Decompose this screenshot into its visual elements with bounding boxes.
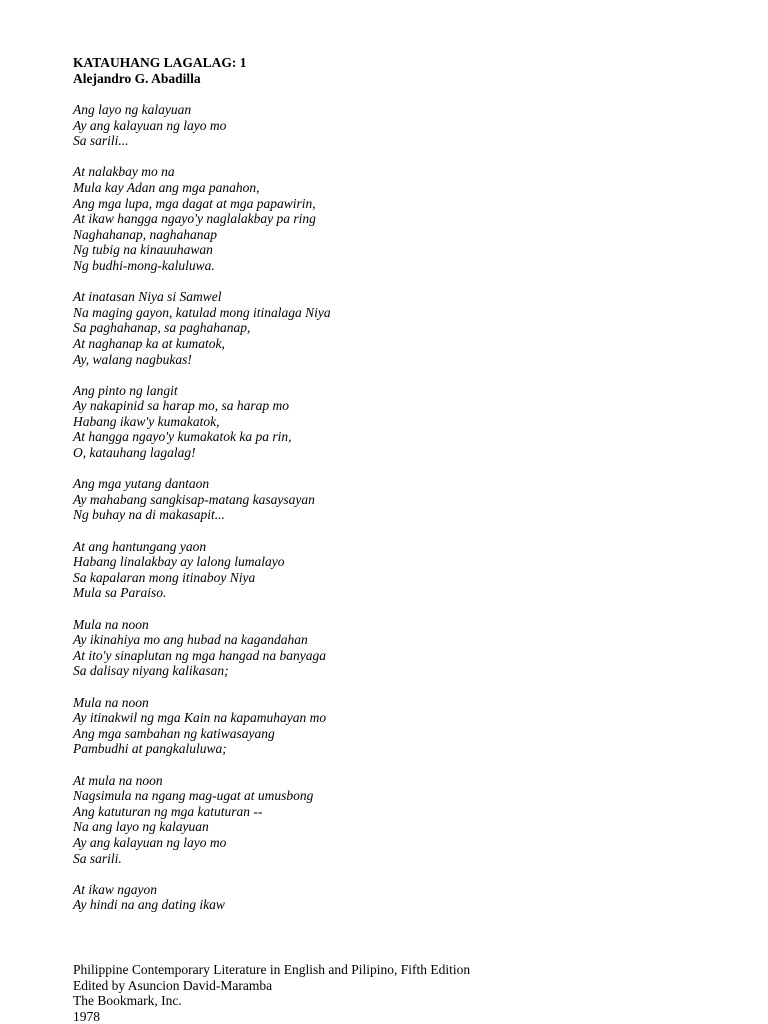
poem-line: At ito'y sinaplutan ng mga hangad na banyaga [73, 647, 326, 663]
poem-stanza [73, 164, 733, 273]
poem-line: Ay mahabang sangkisap-matang kasaysayan [73, 491, 315, 507]
poem-line: Mula sa Paraiso. [73, 585, 167, 601]
poem-line: Na maging gayon, katulad mong itinalaga Niya [73, 304, 331, 320]
poem-line: Ng budhi-mong-kaluluwa. [73, 257, 215, 273]
poem-line: Ay ang kalayuan ng layo mo [73, 117, 227, 133]
poem-line: Na ang layo ng kalayuan [73, 819, 209, 835]
poem-title: KATAUHANG LAGALAG: 1 [73, 55, 247, 70]
poem-line: O, katauhang lagalag! [73, 445, 196, 461]
poem-line: Mula na noon [73, 694, 149, 710]
poem-line: At inatasan Niya si Samwel [73, 289, 222, 305]
poem-line: Mula na noon [73, 616, 149, 632]
poem-line: At ikaw hangga ngayo'y naglalakbay pa ring [73, 211, 316, 227]
poem-stanza [73, 383, 733, 461]
poem-line: Ang katuturan ng mga katuturan -- [73, 803, 263, 819]
citation-line: The Bookmark, Inc. [73, 993, 182, 1009]
poem-line: Ang mga yutang dantaon [73, 476, 210, 492]
poem-line: Naghahanap, naghahanap [73, 226, 218, 242]
poem-line: Ay ang kalayuan ng layo mo [73, 834, 227, 850]
poem-line: Ay itinakwil ng mga Kain na kapamuhayan mo [73, 710, 327, 726]
poem-line: Ay ikinahiya mo ang hubad na kagandahan [73, 632, 308, 648]
poem-line: Ang mga sambahan ng katiwasayang [73, 725, 275, 741]
poem-line: Ay hindi na ang dating ikaw [73, 897, 225, 913]
poem-line: Sa dalisay niyang kalikasan; [73, 663, 229, 679]
citation-line: 1978 [73, 1008, 100, 1024]
poem-line: Sa sarili. [73, 850, 122, 866]
poem-stanza [73, 476, 733, 523]
poem-stanza [73, 539, 733, 601]
poem-line: At nalakbay mo na [73, 164, 175, 180]
poem-line: Sa sarili... [73, 133, 129, 149]
poem-stanza [73, 882, 733, 913]
poem-stanza [73, 102, 733, 149]
poem-line: Habang ikaw'y kumakatok, [73, 413, 220, 429]
poem-line: Nagsimula na ngang mag-ugat at umusbong [73, 788, 314, 804]
poem-stanza [73, 695, 733, 757]
poem-author: Alejandro G. Abadilla [73, 71, 201, 86]
poem-body [73, 102, 733, 913]
poem-line: Ang layo ng kalayuan [73, 102, 192, 117]
poem-line: Habang linalakbay ay lalong lumalayo [73, 554, 285, 570]
citation-line: Edited by Asuncion David-Maramba [73, 977, 273, 993]
poem-stanza [73, 773, 733, 867]
citation-line: Philippine Contemporary Literature in English and Pilipino, Fifth Edition [73, 962, 471, 977]
poem-line: Ay nakapinid sa harap mo, sa harap mo [73, 398, 289, 414]
poem-line: Mula kay Adan ang mga panahon, [73, 179, 260, 195]
poem-stanza [73, 617, 733, 679]
poem-line: At naghanap ka at kumatok, [73, 335, 225, 351]
poem-line: At hangga ngayo'y kumakatok ka pa rin, [73, 429, 292, 445]
poem-line: Sa kapalaran mong itinaboy Niya [73, 569, 256, 585]
poem-line: Ang mga lupa, mga dagat at mga papawirin, [73, 195, 316, 211]
poem-line: At ikaw ngayon [73, 881, 157, 897]
poem-stanza [73, 289, 733, 367]
poem-line: Pambudhi at pangkaluluwa; [73, 741, 227, 757]
citation-block [73, 962, 733, 1024]
poem-line: Ng buhay na di makasapit... [73, 507, 225, 523]
document-page [73, 55, 733, 928]
poem-line: At ang hantungang yaon [73, 538, 207, 554]
poem-line: At mula na noon [73, 772, 163, 788]
poem-line: Ng tubig na kinauuhawan [73, 242, 213, 258]
poem-line: Sa paghahanap, sa paghahanap, [73, 320, 251, 336]
poem-line: Ang pinto ng langit [73, 382, 178, 398]
poem-line: Ay, walang nagbukas! [73, 351, 192, 367]
